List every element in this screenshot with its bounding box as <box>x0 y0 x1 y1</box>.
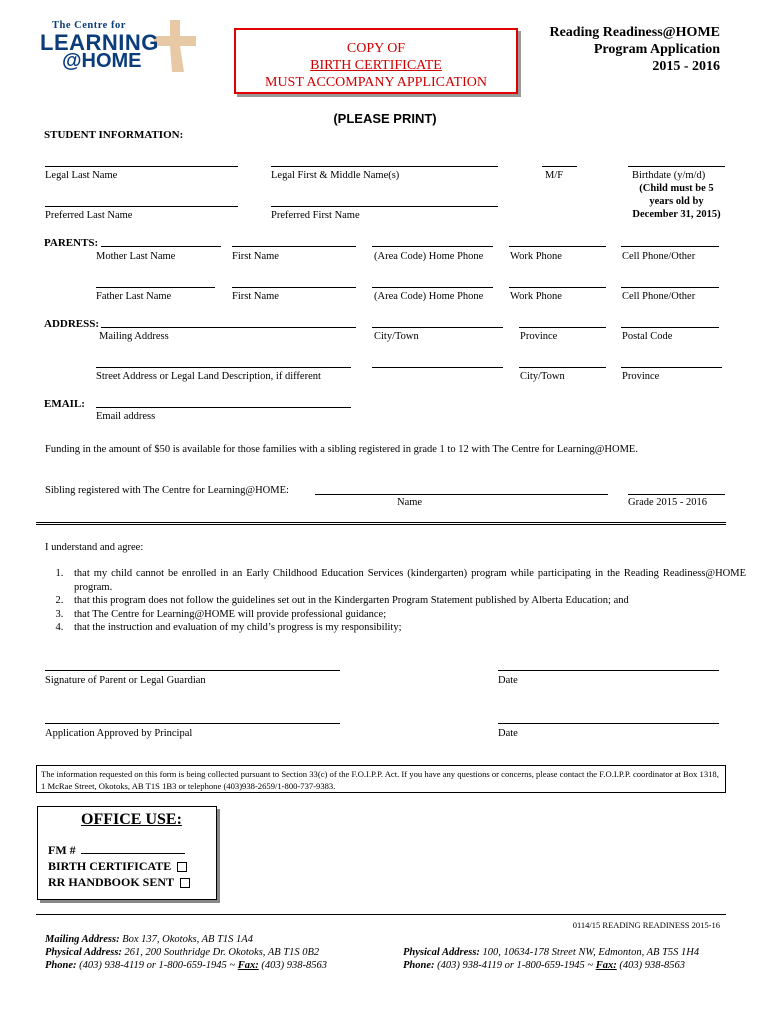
logo-line3: @HOME <box>62 50 142 72</box>
footer-divider <box>36 914 726 916</box>
mother-home-phone-field[interactable] <box>372 246 493 247</box>
legal-last-name-field[interactable] <box>45 166 238 167</box>
gender-field[interactable] <box>542 166 577 167</box>
title-line2: Program Application <box>593 42 720 57</box>
province2-field[interactable] <box>621 367 722 368</box>
phone-label-right: Phone: <box>403 960 435 971</box>
handbook-checkbox[interactable] <box>180 878 190 888</box>
postal-code-field[interactable] <box>621 327 719 328</box>
sibling-label: Sibling registered with The Centre for Learning@HOME: <box>45 485 289 496</box>
street-address-field[interactable] <box>96 367 351 368</box>
agree-item-3: 3. that The Centre for Learning@HOME will provide professional guidance; <box>66 608 746 622</box>
province-label: Province <box>520 331 558 342</box>
parents-section-title: PARENTS: <box>44 237 99 249</box>
title-line1: Reading Readiness@HOME <box>549 25 720 40</box>
title-line3: 2015 - 2016 <box>652 59 720 74</box>
mother-first-name-label: First Name <box>232 251 279 262</box>
approval-date-label: Date <box>498 728 518 739</box>
father-last-name-label: Father Last Name <box>96 291 172 302</box>
fm-number <box>48 843 185 858</box>
birthdate-note-2: years old by <box>649 196 704 207</box>
postal-code-label: Postal Code <box>622 331 673 342</box>
father-work-phone-field[interactable] <box>509 287 606 288</box>
street-address-label: Street Address or Legal Land Description, if different <box>96 371 321 382</box>
preferred-first-name-label: Preferred First Name <box>271 210 360 221</box>
father-first-name-field[interactable] <box>232 287 356 288</box>
logo-line1: The Centre for <box>52 20 126 31</box>
mailing-address-label: Mailing Address <box>99 331 169 342</box>
mother-work-phone-field[interactable] <box>509 246 606 247</box>
signature-date-label: Date <box>498 675 518 686</box>
mother-cell-phone-label: Cell Phone/Other <box>622 251 696 262</box>
email-field[interactable] <box>96 407 351 408</box>
agree-item-4: 4. that the instruction and evaluation of my child’s progress is my responsibility; <box>66 621 746 635</box>
sibling-grade-label: Grade 2015 - 2016 <box>628 497 708 508</box>
father-home-phone-field[interactable] <box>372 287 493 288</box>
father-cell-phone-label: Cell Phone/Other <box>622 291 696 302</box>
logo <box>32 16 212 76</box>
fm-label: FM # <box>48 843 76 857</box>
birthdate-field[interactable] <box>628 166 725 167</box>
principal-signature-field[interactable] <box>45 723 340 724</box>
birth-certificate-checkbox[interactable] <box>177 862 187 872</box>
mother-last-name-label: Mother Last Name <box>96 251 176 262</box>
funding-text: Funding in the amount of $50 is available for those families with a sibling registered in grade 1 to 12 with The Centre for Learning@HOME. <box>45 444 638 455</box>
email-label: Email address <box>96 411 156 422</box>
father-home-phone-label: (Area Code) Home Phone <box>374 291 484 302</box>
please-print: (PLEASE PRINT) <box>333 111 437 126</box>
principal-signature-label: Application Approved by Principal <box>45 728 193 739</box>
fax-label-left: Fax: <box>237 960 259 971</box>
phys-label-left: Physical Address: <box>45 947 122 958</box>
legal-last-name-label: Legal Last Name <box>45 170 118 181</box>
legal-first-name-label: Legal First & Middle Name(s) <box>271 170 400 181</box>
fax-label-right: Fax: <box>595 960 617 971</box>
birth-certificate-notice <box>234 28 518 94</box>
address-section-title: ADDRESS: <box>44 318 100 330</box>
phys-value-left: 261, 200 Southridge Dr. Okotoks, AB T1S 0B2 <box>124 947 320 958</box>
birthdate-note-1: (Child must be 5 <box>639 183 714 194</box>
mother-first-name-field[interactable] <box>232 246 356 247</box>
birthdate-label: Birthdate (y/m/d) <box>632 170 706 181</box>
mother-last-name-field[interactable] <box>101 246 221 247</box>
logo-line2: LEARNING <box>40 30 159 55</box>
legal-first-name-field[interactable] <box>271 166 498 167</box>
mail-label: Mailing Address: <box>45 934 120 945</box>
parent-signature-label: Signature of Parent or Legal Guardian <box>45 675 206 686</box>
office-use-box <box>37 806 217 900</box>
phys-label-right: Physical Address: <box>403 947 480 958</box>
office-use-title: OFFICE USE: <box>81 811 182 828</box>
section-divider <box>36 522 726 525</box>
phone-label-left: Phone: <box>45 960 77 971</box>
phone-value-left: (403) 938-4119 or 1-800-659-1945 ~ <box>79 960 236 971</box>
preferred-first-name-field[interactable] <box>271 206 498 207</box>
preferred-last-name-field[interactable] <box>45 206 238 207</box>
notice-line2: BIRTH CERTIFICATE <box>310 58 442 73</box>
mail-value: Box 137, Okotoks, AB T1S 1A4 <box>122 934 253 945</box>
mother-home-phone-label: (Area Code) Home Phone <box>374 251 484 262</box>
notice-line1: COPY OF <box>346 41 406 56</box>
student-section-title: STUDENT INFORMATION: <box>44 129 184 141</box>
footer-left <box>45 933 327 972</box>
sibling-name-label: Name <box>397 497 423 508</box>
agreement-list <box>46 567 746 635</box>
fm-number-field[interactable] <box>81 853 185 854</box>
email-section-title: EMAIL: <box>44 398 85 410</box>
city2-field[interactable] <box>372 367 503 368</box>
phone-value-right: (403) 938-4119 or 1-800-659-1945 ~ <box>437 960 594 971</box>
phys-value-right: 100, 10634-178 Street NW, Edmonton, AB T5S 1H4 <box>482 947 700 958</box>
mother-work-phone-label: Work Phone <box>510 251 562 262</box>
agree-intro: I understand and agree: <box>45 542 144 553</box>
father-last-name-field[interactable] <box>96 287 215 288</box>
reference-code: 0114/15 READING READINESS 2015-16 <box>572 920 720 930</box>
birthdate-note-3: December 31, 2015) <box>632 209 721 220</box>
city-label: City/Town <box>374 331 419 342</box>
handbook-check <box>48 875 190 890</box>
sibling-name-field[interactable] <box>315 494 608 495</box>
mother-cell-phone-field[interactable] <box>621 246 719 247</box>
foip-notice: The information requested on this form is being collected pursuant to Section 33(c) of the F.O.I.P.P. Act. If you have any questions or concerns, please contact the F.O.I.P.P. coordinator at Box 1318, 1 McRae Street, Okotoks, AB T1S 1B3 or telephone (403)938-2659/1-800-737-9383. <box>36 765 726 793</box>
signature-date-field[interactable] <box>498 670 719 671</box>
father-cell-phone-field[interactable] <box>621 287 719 288</box>
birth-certificate-label: BIRTH CERTIFICATE <box>48 859 172 873</box>
footer-right <box>403 946 699 972</box>
fax-value-right: (403) 938-8563 <box>619 960 685 971</box>
father-work-phone-label: Work Phone <box>510 291 562 302</box>
birth-certificate-check <box>48 859 187 874</box>
father-first-name-label: First Name <box>232 291 279 302</box>
agree-item-1: 1. that my child cannot be enrolled in an Early Childhood Education Services (kindergarten) program while participating in the Reading Readiness@HOME program. <box>66 567 746 594</box>
agree-item-2: 2. that this program does not follow the guidelines set out in the Kindergarten Program Statement published by Alberta Education; and <box>66 594 746 608</box>
form-title <box>549 24 720 75</box>
notice-line3: MUST ACCOMPANY APPLICATION <box>265 75 487 90</box>
parent-signature-field[interactable] <box>45 670 340 671</box>
handbook-label: RR HANDBOOK SENT <box>48 875 175 889</box>
fax-value-left: (403) 938-8563 <box>261 960 327 971</box>
approval-date-field[interactable] <box>498 723 719 724</box>
city-field[interactable] <box>372 327 503 328</box>
mailing-address-field[interactable] <box>101 327 356 328</box>
province-field[interactable] <box>519 327 606 328</box>
province2-label: Province <box>622 371 660 382</box>
gender-label: M/F <box>545 170 564 181</box>
city2b-field[interactable] <box>519 367 606 368</box>
city2-label: City/Town <box>520 371 565 382</box>
sibling-grade-field[interactable] <box>628 494 725 495</box>
preferred-last-name-label: Preferred Last Name <box>45 210 133 221</box>
